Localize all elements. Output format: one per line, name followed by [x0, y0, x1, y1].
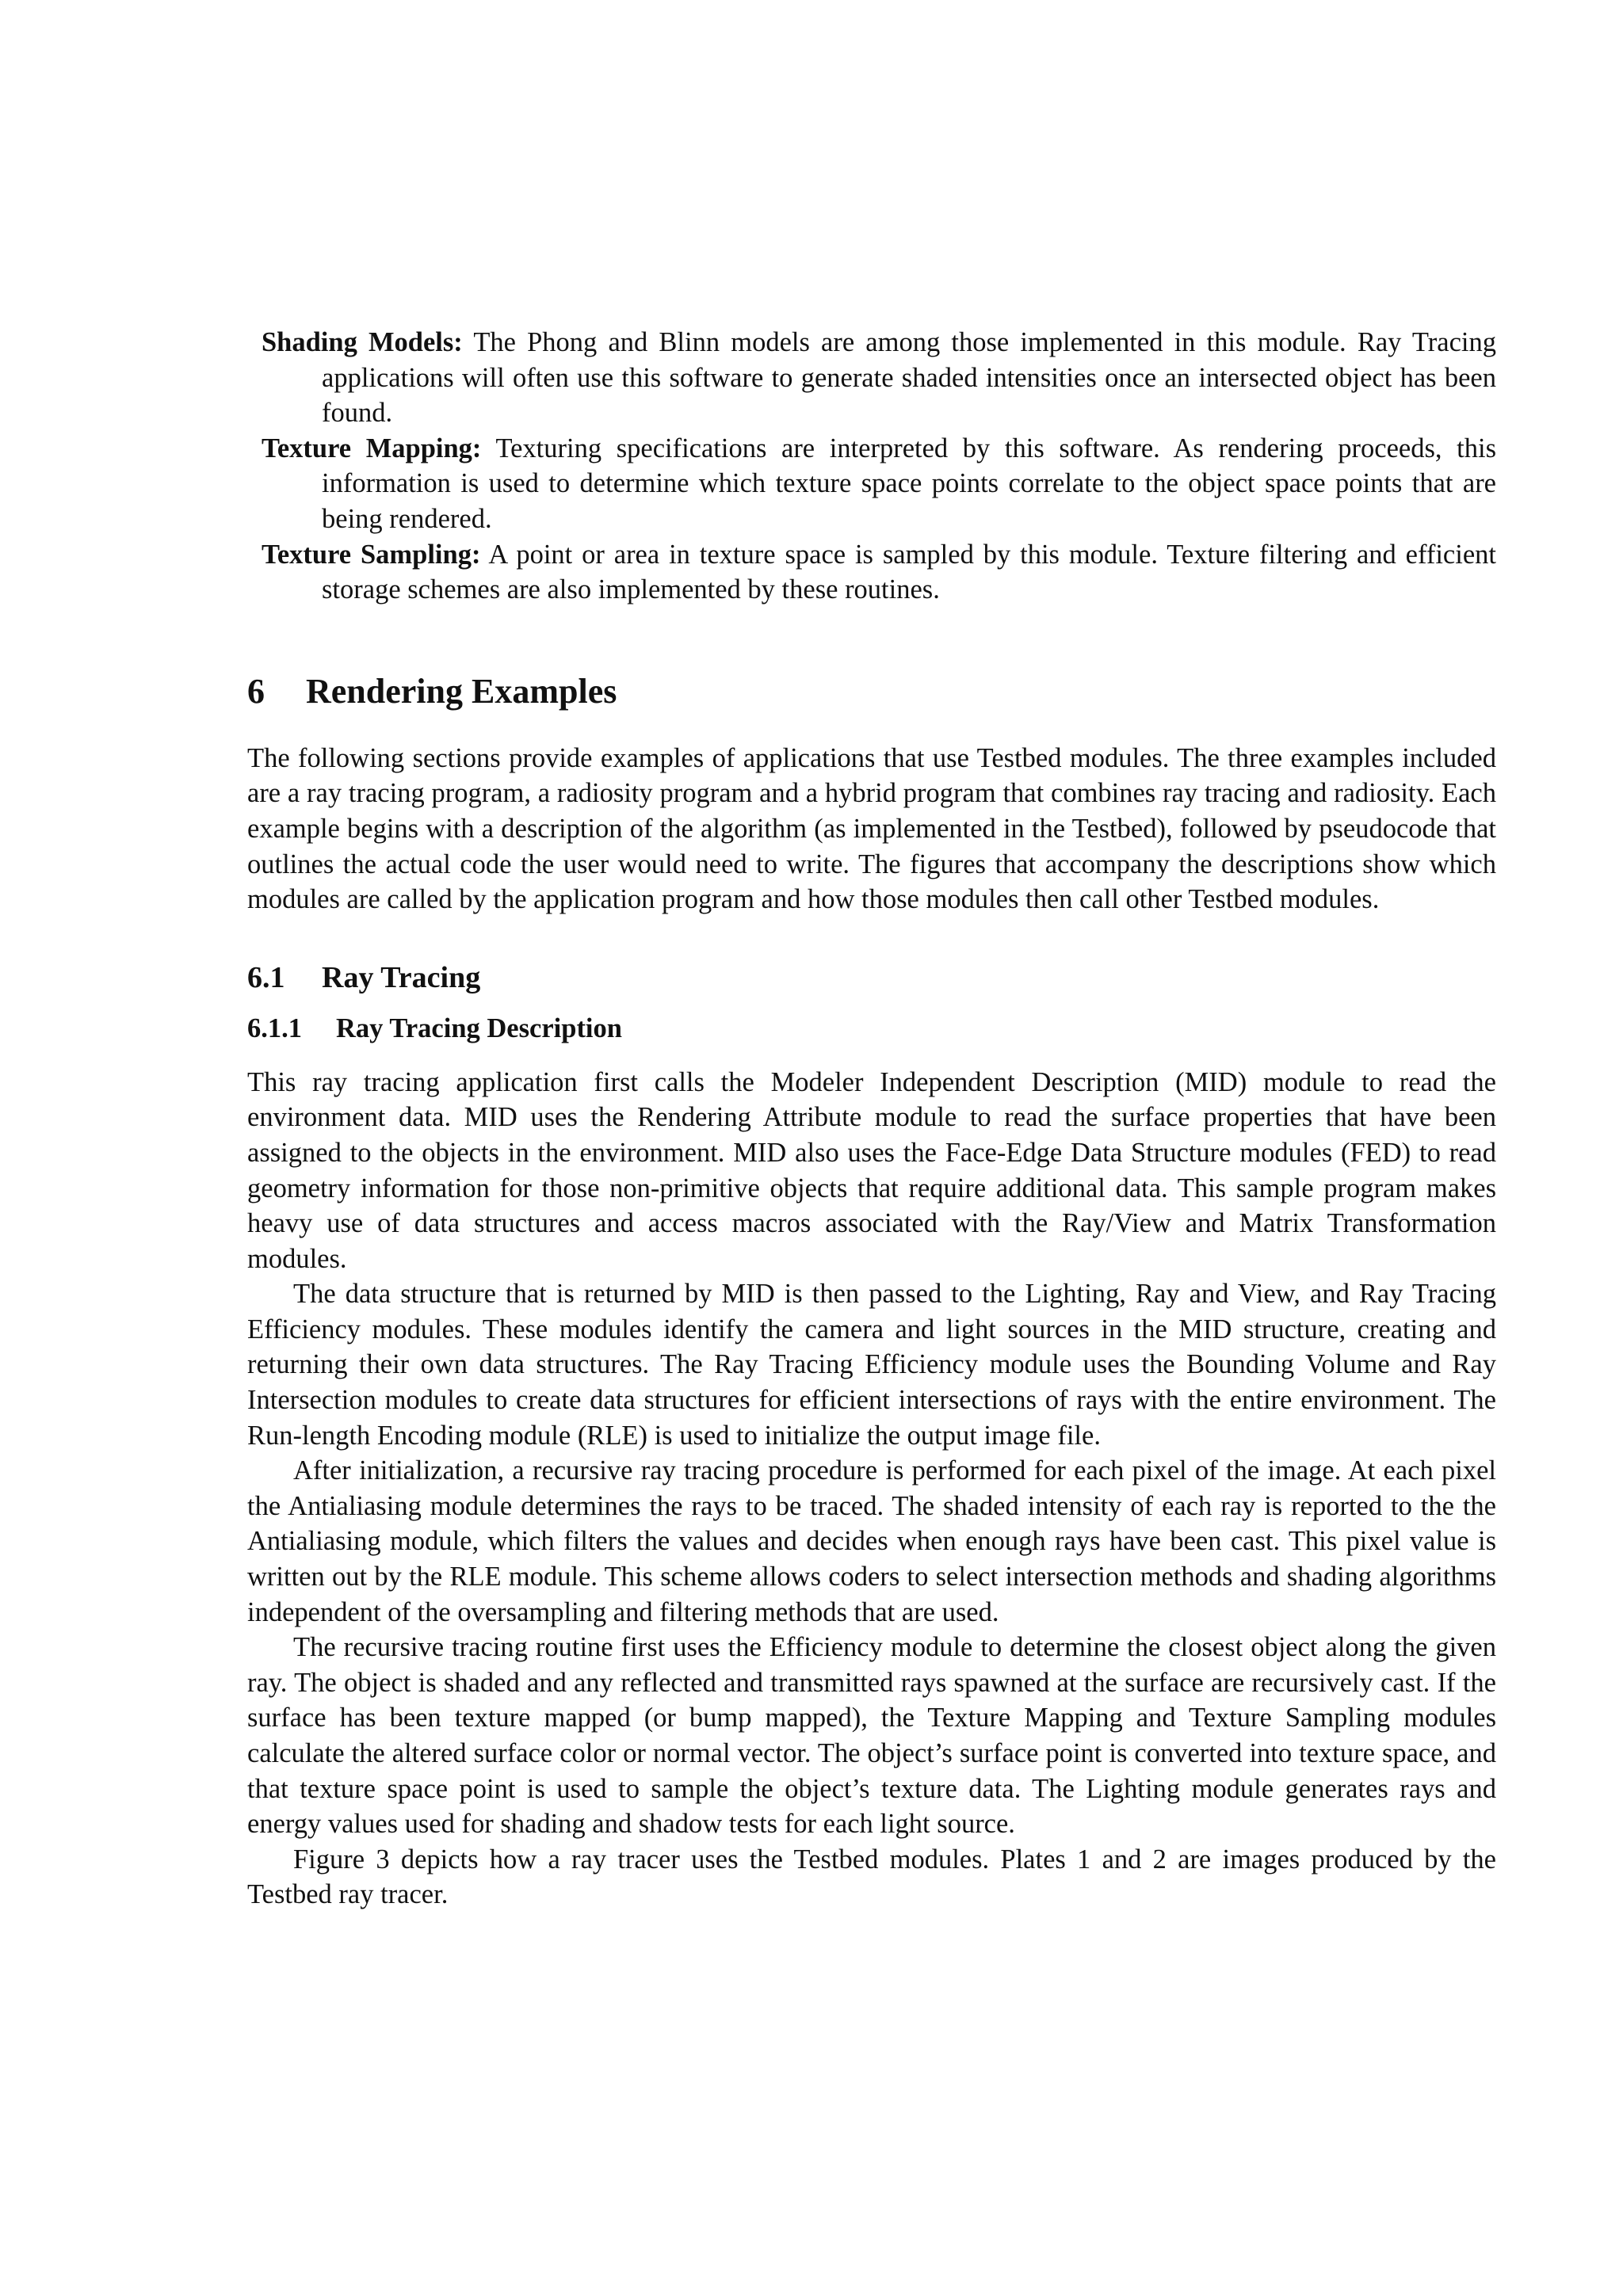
body-paragraph: Figure 3 depicts how a ray tracer uses the Testbed modules. Plates 1 and 2 are images produced by the Testbed ray tracer. [247, 1844, 1496, 1910]
definition-text: Texturing specifications are interpreted by this software. As rendering proceeds, this information is used to determine which texture space points correlate to the object space points that are being rendered. [322, 433, 1496, 534]
subsection-heading [247, 959, 1496, 997]
page-content [247, 325, 1496, 1913]
definition-term: Texture Sampling: [262, 539, 481, 570]
definition-term: Shading Models: [262, 327, 463, 357]
definition-texture-mapping [262, 431, 1496, 537]
body-paragraph: After initialization, a recursive ray tracing procedure is performed for each pixel of the image. At each pixel the Antialiasing module determines the rays to be traced. The shaded intensity of each ray is reported to the the Antialiasing module, which filters the values and decides when enough rays have been cast. This pixel value is written out by the RLE module. This scheme allows coders to select intersection methods and shading algorithms independent of the oversampling and filtering methods that are used. [247, 1455, 1496, 1627]
definition-texture-sampling [262, 537, 1496, 608]
subsubsection-number: 6.1.1 [247, 1013, 302, 1043]
section-heading [247, 669, 1496, 714]
subsubsection-title: Ray Tracing Description [336, 1013, 622, 1043]
definition-term: Texture Mapping: [262, 433, 482, 463]
definition-shading-models [262, 325, 1496, 431]
subsubsection-heading [247, 1011, 1496, 1046]
subsection-number: 6.1 [247, 960, 285, 994]
body-paragraph: This ray tracing application first calls the Modeler Independent Description (MID) module to read the environment data. MID uses the Rendering Attribute module to read the surface properties that have been assigned to the objects in the environment. MID also uses the Face-Edge Data Structure modules (FED) to read geometry information for those non-primitive objects that require additional data. This sample program makes heavy use of data structures and access macros associated with the Ray/View and Matrix Transformation modules. [247, 1066, 1496, 1274]
body-paragraph: The data structure that is returned by MID is then passed to the Lighting, Ray and View, and Ray Tracing Efficiency modules. These modules identify the camera and light sources in the MID structure, creating and returning their own data structures. The Ray Tracing Efficiency module uses the Bounding Volume and Ray Intersection modules to create data structures for efficient intersections of rays with the entire environment. The Run-length Encoding module (RLE) is used to initialize the output image file. [247, 1279, 1496, 1451]
definition-text: A point or area in texture space is sampled by this module. Texture filtering and efficient storage schemes are also implemented by these routines. [322, 539, 1496, 605]
subsection-title: Ray Tracing [322, 960, 481, 994]
module-definition-list [247, 325, 1496, 608]
section-number: 6 [247, 671, 265, 711]
section-title: Rendering Examples [306, 671, 617, 711]
section-intro-paragraph: The following sections provide examples of applications that use Testbed modules. The three examples included are a ray tracing program, a radiosity program and a hybrid program that combines ray tracing and radiosity. Each example begins with a description of the algorithm (as implemented in the Testbed), followed by pseudocode that outlines the actual code the user would need to write. The figures that accompany the descriptions show which modules are called by the application program and how those modules then call other Testbed modules. [247, 742, 1496, 915]
definition-text: The Phong and Blinn models are among those implemented in this module. Ray Tracing applications will often use this software to generate shaded intensities once an intersected object has been found. [322, 327, 1496, 429]
body-paragraph: The recursive tracing routine first uses the Efficiency module to determine the closest object along the given ray. The object is shaded and any reflected and transmitted rays spawned at the surface are recursively cast. If the surface has been texture mapped (or bump mapped), the Texture Mapping and Texture Sampling modules calculate the altered surface color or normal vector. The object’s surface point is converted into texture space, and that texture space point is used to sample the object’s texture data. The Lighting module generates rays and energy values used for shading and shadow tests for each light source. [247, 1632, 1496, 1840]
